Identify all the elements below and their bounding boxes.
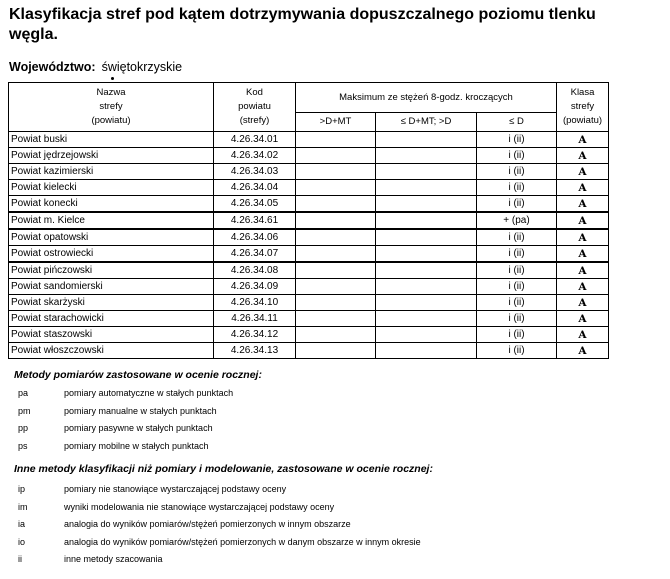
cell-below-d: i (ii) bbox=[477, 196, 557, 213]
header-code-line3: (strefy) bbox=[239, 115, 270, 126]
cell-between bbox=[376, 132, 477, 148]
legend-item bbox=[18, 499, 638, 517]
cell-between bbox=[376, 279, 477, 295]
legend-code: ia bbox=[18, 519, 26, 529]
legend-item bbox=[18, 438, 638, 456]
inne-heading: Inne metody klasyfikacji niż pomiary i modelowanie, zastosowane w ocenie rocznej: bbox=[14, 463, 433, 475]
cell-above-dmt bbox=[296, 246, 376, 263]
cell-between bbox=[376, 229, 477, 246]
cell-between bbox=[376, 262, 477, 279]
legend-code: ip bbox=[18, 484, 26, 494]
legend-code: io bbox=[18, 536, 26, 547]
cell-name: Powiat konecki bbox=[9, 196, 214, 213]
legend-item bbox=[18, 481, 638, 499]
cell-below-d: + (pa) bbox=[477, 212, 557, 229]
header-name bbox=[9, 83, 214, 132]
cell-above-dmt bbox=[296, 164, 376, 180]
cell-code: 4.26.34.06 bbox=[214, 229, 296, 246]
legend-code: pp bbox=[18, 423, 29, 433]
cell-between bbox=[376, 246, 477, 263]
cell-code: 4.26.34.02 bbox=[214, 148, 296, 164]
legend-code: ii bbox=[18, 554, 22, 564]
legend-item bbox=[18, 551, 638, 569]
cell-name: Powiat jędrzejowski bbox=[9, 148, 214, 164]
legend-item bbox=[18, 420, 638, 438]
cell-above-dmt bbox=[296, 180, 376, 196]
cell-above-dmt bbox=[296, 212, 376, 229]
legend-desc: pomiary pasywne w stałych punktach bbox=[64, 423, 213, 433]
cell-code: 4.26.34.13 bbox=[214, 343, 296, 359]
cell-klasa: A bbox=[557, 311, 609, 327]
cell-above-dmt bbox=[296, 295, 376, 311]
legend-item bbox=[18, 516, 638, 534]
legend-item bbox=[18, 403, 638, 421]
classification-table bbox=[8, 82, 609, 359]
table-row bbox=[9, 343, 609, 359]
header-sub1: >D+MT bbox=[296, 113, 376, 132]
cell-klasa: A bbox=[557, 180, 609, 196]
table-row bbox=[9, 164, 609, 180]
cell-code: 4.26.34.09 bbox=[214, 279, 296, 295]
cell-klasa: A bbox=[557, 132, 609, 148]
cell-above-dmt bbox=[296, 311, 376, 327]
cell-between bbox=[376, 311, 477, 327]
wojewodztwo-line bbox=[9, 60, 182, 75]
table-row bbox=[9, 295, 609, 311]
header-klasa bbox=[557, 83, 609, 132]
cell-below-d: i (ii) bbox=[477, 311, 557, 327]
cell-below-d: i (ii) bbox=[477, 343, 557, 359]
header-code-line2: powiatu bbox=[238, 101, 271, 112]
legend-desc: wyniki modelowania nie stanowiące wystarczającej podstawy oceny bbox=[64, 501, 335, 512]
cell-below-d: i (ii) bbox=[477, 132, 557, 148]
table-row bbox=[9, 148, 609, 164]
cell-below-d: i (ii) bbox=[477, 262, 557, 279]
legend-code: pa bbox=[18, 388, 29, 398]
cell-below-d: i (ii) bbox=[477, 295, 557, 311]
table-row bbox=[9, 327, 609, 343]
cell-name: Powiat włoszczowski bbox=[9, 343, 214, 359]
bullet-dot bbox=[111, 77, 114, 80]
table-row bbox=[9, 311, 609, 327]
cell-below-d: i (ii) bbox=[477, 148, 557, 164]
legend-desc: inne metody szacowania bbox=[64, 554, 163, 564]
legend-code: im bbox=[18, 501, 28, 512]
cell-klasa: A bbox=[557, 246, 609, 263]
wojewodztwo-value: świętokrzyskie bbox=[101, 60, 183, 74]
cell-code: 4.26.34.05 bbox=[214, 196, 296, 213]
header-name-line3: (powiatu) bbox=[91, 115, 131, 126]
cell-below-d: i (ii) bbox=[477, 164, 557, 180]
cell-klasa: A bbox=[557, 148, 609, 164]
cell-klasa: A bbox=[557, 327, 609, 343]
cell-name: Powiat m. Kielce bbox=[9, 212, 214, 229]
cell-code: 4.26.34.12 bbox=[214, 327, 296, 343]
table-row bbox=[9, 196, 609, 213]
legend-item bbox=[18, 385, 638, 403]
legend-desc: pomiary mobilne w stałych punktach bbox=[64, 440, 209, 451]
cell-klasa: A bbox=[557, 343, 609, 359]
header-name-line1: Nazwa bbox=[96, 87, 126, 98]
cell-code: 4.26.34.11 bbox=[214, 311, 296, 327]
cell-klasa: A bbox=[557, 295, 609, 311]
header-klasa-line3: (powiatu) bbox=[562, 115, 603, 126]
cell-above-dmt bbox=[296, 262, 376, 279]
cell-between bbox=[376, 164, 477, 180]
legend-item bbox=[18, 534, 638, 552]
page-title: Klasyfikacja stref pod kątem dotrzymywania dopuszczalnego poziomu tlenku węgla. bbox=[9, 6, 596, 43]
table-row bbox=[9, 132, 609, 148]
metody-list bbox=[18, 385, 638, 455]
cell-between bbox=[376, 295, 477, 311]
cell-below-d: i (ii) bbox=[477, 246, 557, 263]
header-klasa-line2: strefy bbox=[570, 101, 595, 112]
inne-list bbox=[18, 481, 638, 569]
legend-desc: pomiary nie stanowiące wystarczającej podstawy oceny bbox=[64, 484, 287, 494]
table-row bbox=[9, 212, 609, 229]
legend-code: ps bbox=[18, 440, 28, 451]
legend-desc: pomiary automatyczne w stałych punktach bbox=[64, 388, 234, 398]
cell-code: 4.26.34.01 bbox=[214, 132, 296, 148]
cell-code: 4.26.34.10 bbox=[214, 295, 296, 311]
cell-above-dmt bbox=[296, 196, 376, 213]
cell-klasa: A bbox=[557, 212, 609, 229]
cell-klasa: A bbox=[557, 262, 609, 279]
cell-code: 4.26.34.03 bbox=[214, 164, 296, 180]
cell-below-d: i (ii) bbox=[477, 327, 557, 343]
header-code bbox=[214, 83, 296, 132]
cell-between bbox=[376, 343, 477, 359]
cell-below-d: i (ii) bbox=[477, 180, 557, 196]
header-sub3: ≤ D bbox=[477, 113, 557, 132]
header-maksimum: Maksimum ze stężeń 8-godz. kroczących bbox=[296, 83, 557, 113]
cell-klasa: A bbox=[557, 279, 609, 295]
cell-code: 4.26.34.08 bbox=[214, 262, 296, 279]
cell-name: Powiat buski bbox=[9, 132, 214, 148]
cell-name: Powiat sandomierski bbox=[9, 279, 214, 295]
cell-above-dmt bbox=[296, 279, 376, 295]
cell-below-d: i (ii) bbox=[477, 229, 557, 246]
cell-between bbox=[376, 180, 477, 196]
cell-between bbox=[376, 327, 477, 343]
table-row bbox=[9, 246, 609, 263]
cell-code: 4.26.34.61 bbox=[214, 212, 296, 229]
legend-desc: pomiary manualne w stałych punktach bbox=[64, 405, 217, 416]
header-code-line1: Kod bbox=[246, 87, 263, 98]
cell-name: Powiat ostrowiecki bbox=[9, 246, 214, 263]
header-name-line2: strefy bbox=[99, 101, 123, 112]
cell-klasa: A bbox=[557, 229, 609, 246]
table-row bbox=[9, 279, 609, 295]
cell-name: Powiat skarżyski bbox=[9, 295, 214, 311]
metody-heading: Metody pomiarów zastosowane w ocenie rocznej: bbox=[14, 369, 262, 381]
cell-above-dmt bbox=[296, 327, 376, 343]
table-row bbox=[9, 180, 609, 196]
cell-below-d: i (ii) bbox=[477, 279, 557, 295]
cell-above-dmt bbox=[296, 343, 376, 359]
cell-name: Powiat starachowicki bbox=[9, 311, 214, 327]
cell-name: Powiat staszowski bbox=[9, 327, 214, 343]
table-row bbox=[9, 262, 609, 279]
cell-between bbox=[376, 212, 477, 229]
cell-name: Powiat opatowski bbox=[9, 229, 214, 246]
cell-klasa: A bbox=[557, 164, 609, 180]
legend-desc: analogia do wyników pomiarów/stężeń pomierzonych w danym obszarze w innym okresie bbox=[64, 536, 421, 547]
cell-above-dmt bbox=[296, 148, 376, 164]
cell-code: 4.26.34.07 bbox=[214, 246, 296, 263]
cell-name: Powiat pińczowski bbox=[9, 262, 214, 279]
legend-code: pm bbox=[18, 405, 31, 416]
cell-code: 4.26.34.04 bbox=[214, 180, 296, 196]
cell-above-dmt bbox=[296, 132, 376, 148]
cell-between bbox=[376, 196, 477, 213]
wojewodztwo-label: Województwo: bbox=[9, 60, 96, 74]
header-klasa-line1: Klasa bbox=[570, 87, 595, 98]
legend-desc: analogia do wyników pomiarów/stężeń pomierzonych w innym obszarze bbox=[64, 519, 351, 529]
header-sub2: ≤ D+MT; >D bbox=[376, 113, 477, 132]
cell-klasa: A bbox=[557, 196, 609, 213]
cell-name: Powiat kielecki bbox=[9, 180, 214, 196]
cell-between bbox=[376, 148, 477, 164]
cell-name: Powiat kazimierski bbox=[9, 164, 214, 180]
cell-above-dmt bbox=[296, 229, 376, 246]
table-row bbox=[9, 229, 609, 246]
